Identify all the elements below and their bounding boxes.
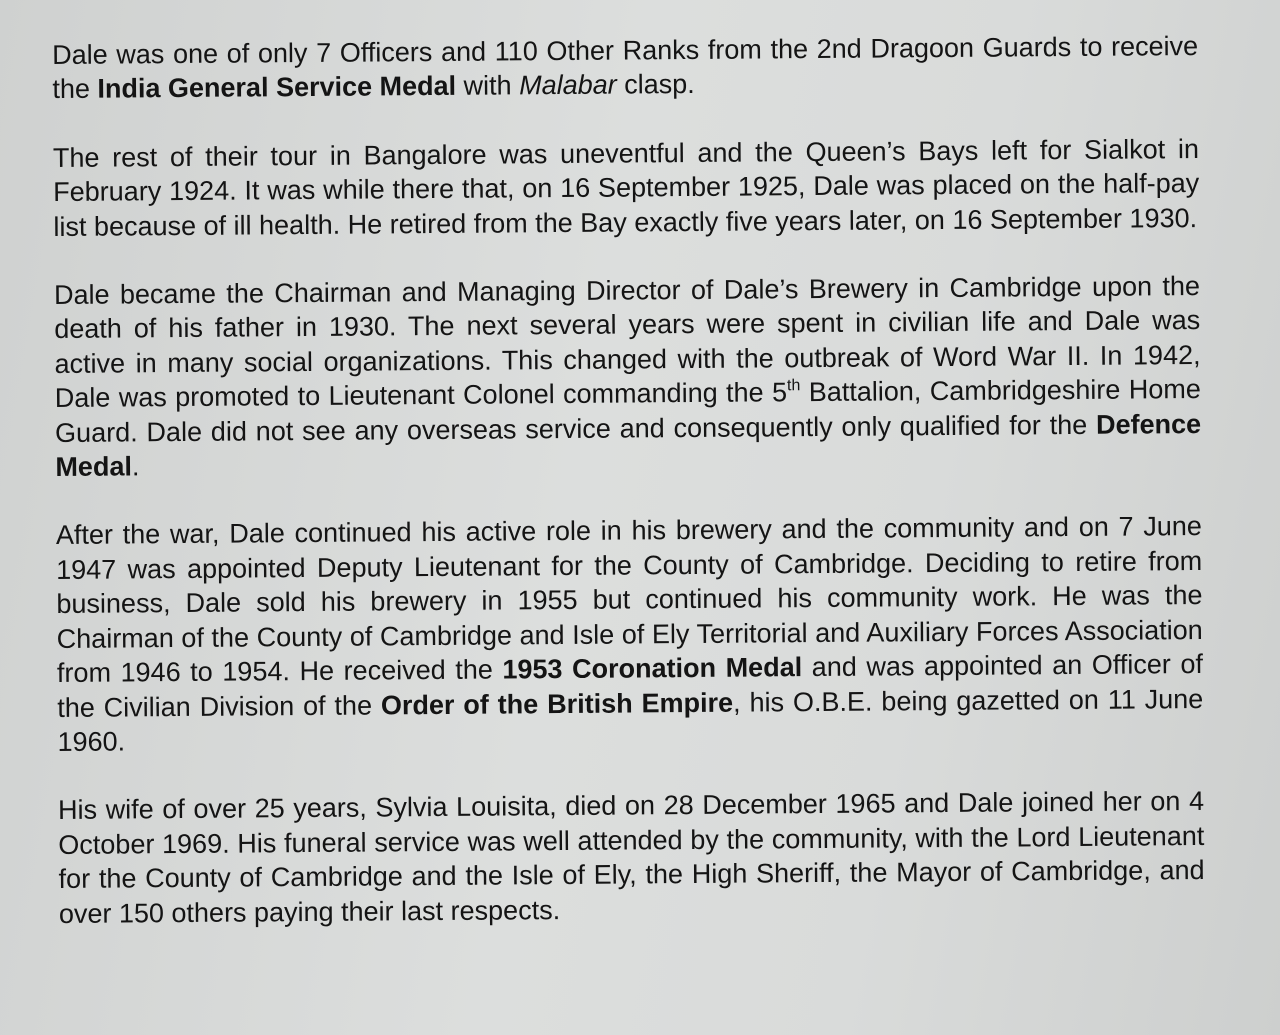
bold-run: India General Service Medal — [97, 71, 457, 105]
text-run: Dale was one of only 7 Officers and 110 Other Ranks from the 2nd Dragoon Guards to receive the — [52, 30, 1199, 105]
paragraph-medal — [52, 29, 1199, 107]
text-run: . — [131, 451, 140, 482]
text-run: After the war, Dale continued his active role in his brewery and the community and on 7 June 1947 was appointed Deputy Lieutenant for the County of Cambridge. Deciding to retire from business, Dale sold his brewery in 1955 but continued his community work. He was the Chairman of the County of Cambridge and Isle of Ely Territorial and Auxiliary Forces Association from 1946 to 1954. He received the — [55, 511, 1203, 689]
text-run: , his O.B.E. being gazetted on 11 June 1960. — [57, 683, 1204, 757]
bold-run: Order of the British Empire — [380, 687, 734, 720]
text-run: and was appointed an Officer of the Civilian Division of the — [57, 649, 1204, 723]
text-run: Dale became the Chairman and Managing Director of Dale’s Brewery in Cambridge upon the death of his father in 1930. The next several years were spent in civilian life and Dale was active in many social organizations. This changed with the outbreak of Word War II. In 1942, Dale was promoted to Lieutenant Colonel commanding the 5 — [53, 271, 1201, 414]
bold-run: Defence Medal — [55, 408, 1202, 483]
text-run: His wife of over 25 years, Sylvia Louisita, died on 28 December 1965 and Dale joined her on 4 October 1969. His funeral service was well attended by the community, with the Lord Lieutenant for the County of Cambridge and the Isle of Ely, the High Sheriff, the Mayor of Cambridge, and over 150 others paying their last respects. — [57, 786, 1205, 929]
paragraph-after-war — [56, 509, 1204, 759]
italic-run: Malabar — [519, 69, 617, 101]
text-run: Battalion, Cambridgeshire Home Guard. Dale did not see any overseas service and consequently only qualified for the — [54, 374, 1201, 448]
paragraph-brewery-war — [54, 269, 1202, 484]
bold-run: 1953 Coronation Medal — [502, 652, 803, 685]
paragraph-death-funeral — [58, 784, 1205, 931]
text-run: with — [455, 70, 520, 102]
text-run: The rest of their tour in Bangalore was uneventful and the Queen’s Bays left for Sialkot in February 1924. It was while there that, on 16 September 1925, Dale was placed on the half-pay list because of ill health. He retired from the Bay exactly five years later, on 16 September 1930. — [52, 133, 1200, 242]
paragraph-bangalore-tour — [53, 132, 1200, 244]
superscript-run: th — [786, 377, 801, 395]
document-page — [52, 29, 1205, 965]
text-run: clasp. — [616, 69, 695, 100]
